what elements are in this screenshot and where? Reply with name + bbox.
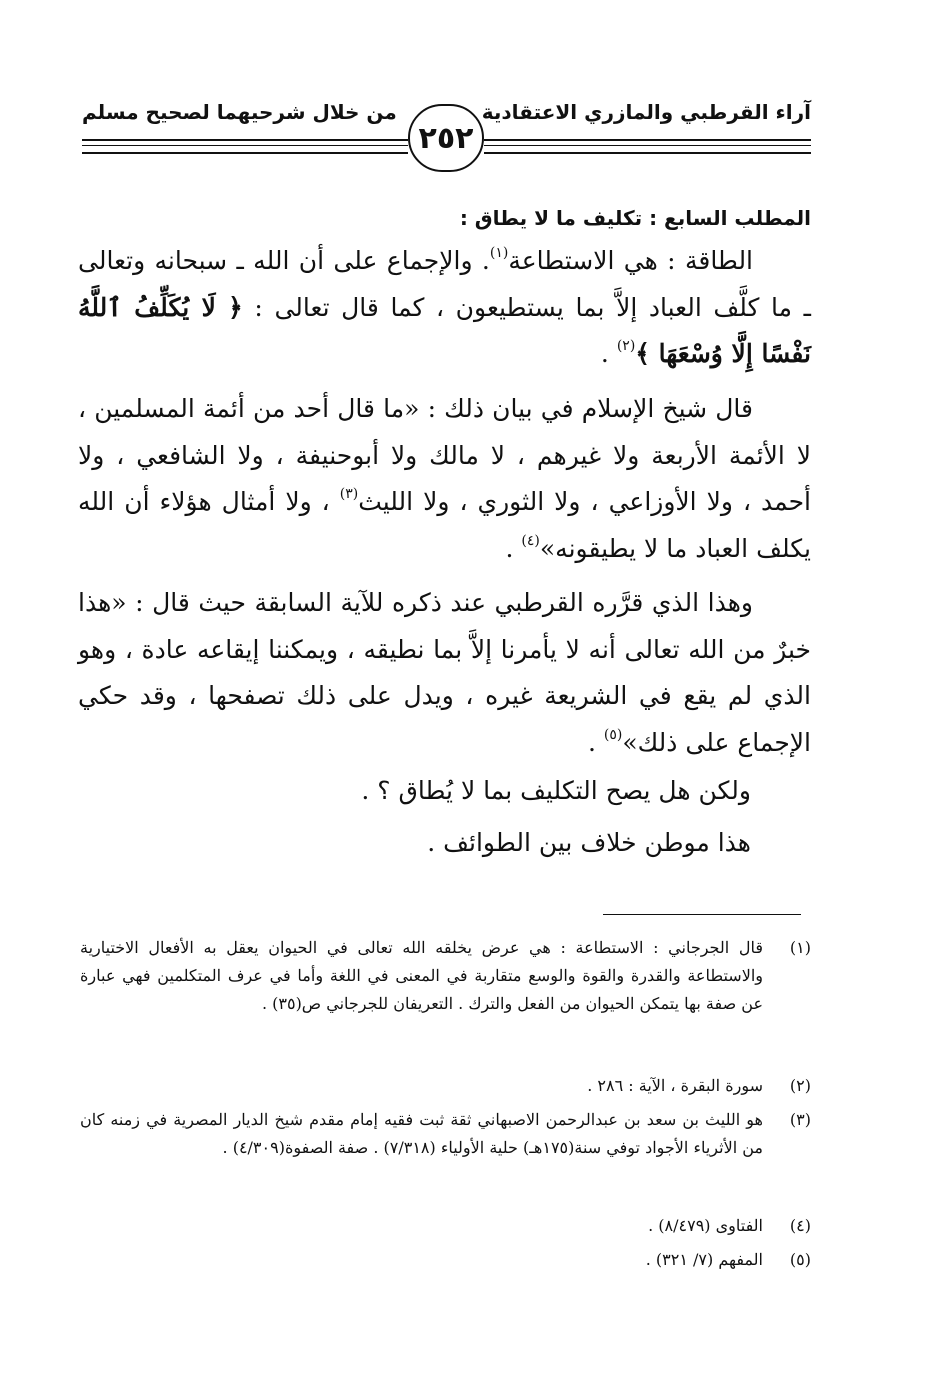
footnote-number: (٥) (789, 1250, 811, 1269)
footnote-3 (80, 1106, 811, 1162)
header-rule-right-bottom (484, 152, 811, 154)
paragraph-2 (78, 386, 811, 572)
quran-verse: ﴿ لَا يُكَلِّفُ ٱللَّهُ نَفْسًا إِلَّا وُسْعَهَا ﴾ (78, 292, 811, 368)
footnote-separator (603, 914, 801, 915)
footnote-2 (80, 1072, 811, 1100)
p1-text-a: الطاقة : هي الاستطاعة (508, 246, 754, 275)
footnote-number: (٣) (789, 1110, 811, 1129)
p3-text-a: وهذا الذي قرَّره القرطبي عند ذكره للآية السابقة حيث قال : «هذا خبرٌ من الله تعالى أنه لا يأمرنا إلاَّ بما نطيقه ، ويمكننا إيقاعه عادة ، وهو الذي لم يقع في الشريعة غيره ، ويدل على ذلك تصفحها ، وقد حكي الإجماع على ذلك» (78, 588, 811, 757)
footnote-4 (80, 1212, 811, 1240)
footnote-text: الفتاوى (٨/٤٧٩) . (648, 1216, 763, 1235)
footnote-ref-2[interactable]: (٢) (616, 338, 636, 354)
header-rule-left-mid (82, 145, 408, 146)
p1-text-b: . والإجماع على أن الله ـ سبحانه وتعالى ـ ما كلَّف العباد إلاَّ بما يستطيعون ، كما قال تعالى : (78, 246, 811, 322)
footnote-ref-5[interactable]: (٥) (603, 726, 623, 743)
footnote-1 (80, 934, 811, 1018)
footnote-number: (٢) (789, 1076, 811, 1095)
header-rule-right-top (484, 139, 811, 141)
footnote-text: قال الجرجاني : الاستطاعة : هي عرض يخلقه الله تعالى في الحيوان يعقل به الأفعال الاختيارية والاستطاعة والقدرة والقوة والوسع متقاربة في المعنى في اللغة وأما في عرف المتكلمين فهي عبارة عن صفة بها يتمكن الحيوان من الفعل والترك . التعريفان للجرجاني ص(٣٥) . (80, 938, 763, 1013)
footnote-text: هو الليث بن سعد بن عبدالرحمن الاصبهاني ثقة ثبت فقيه إمام مقدم شيخ الديار المصرية في زمنه كان من الأثرياء الأجواد توفي سنة(١٧٥هـ) حلية الأولياء (٧/٣١٨) . صفة الصفوة(٤/٣٠٩) . (80, 1110, 763, 1157)
p1-text-c: . (600, 339, 617, 368)
header-rule-left-top (82, 139, 408, 141)
p2-text-a: قال شيخ الإسلام في بيان ذلك : «ما قال أحد من أئمة المسلمين ، لا الأئمة الأربعة ولا غيرهم ، لا مالك ولا أبوحنيفة ، ولا الشافعي ، ولا أحمد ، ولا الأوزاعي ، ولا الثوري ، ولا الليث (78, 394, 811, 516)
closing-line: هذا موطن خلاف بين الطوائف . (427, 828, 751, 857)
header-rule-right-mid (484, 145, 811, 146)
footnote-text: سورة البقرة ، الآية : ٢٨٦ . (587, 1076, 763, 1095)
running-header-subtitle: من خلال شرحيهما لصحيح مسلم (82, 100, 397, 124)
p3-text-c: . (587, 727, 604, 757)
running-header-title: آراء القرطبي والمازري الاعتقادية (481, 100, 811, 124)
p2-text-c: . (505, 533, 522, 563)
p2-text-b: ، ولا أمثال هؤلاء أن الله يكلف العباد ما لا يطيقونه» (78, 487, 811, 563)
page-number: ٢٥٢ (408, 104, 484, 172)
footnote-text: المفهم (٧/ ٣٢١) . (645, 1250, 763, 1269)
footnote-5 (80, 1246, 811, 1274)
header-rule-left-bottom (82, 152, 408, 154)
footnote-number: (٤) (789, 1216, 811, 1235)
paragraph-3 (78, 580, 811, 766)
footnote-ref-3[interactable]: (٣) (339, 486, 359, 502)
question-line: ولكن هل يصح التكليف بما لا يُطاق ؟ . (361, 776, 751, 805)
footnote-number: (١) (789, 938, 811, 957)
paragraph-1 (78, 238, 811, 378)
footnote-ref-4[interactable]: (٤) (521, 532, 540, 549)
footnote-ref-1[interactable]: (١) (489, 245, 509, 261)
section-heading: المطلب السابع : تكليف ما لا يطاق : (459, 206, 811, 230)
